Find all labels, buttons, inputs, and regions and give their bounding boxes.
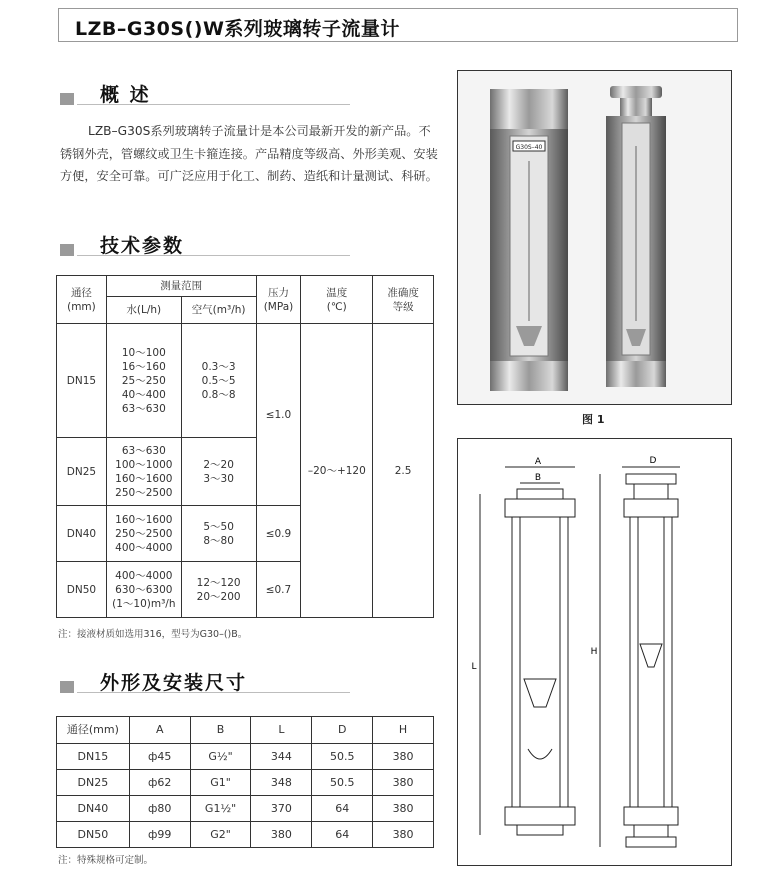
dim-label-a: A: [534, 457, 542, 467]
table-cell-pressure: ≤0.9: [256, 506, 301, 562]
table-cell-accuracy: 2.5: [373, 324, 434, 618]
overview-paragraph: LZB–G30S系列玻璃转子流量计是本公司最新开发的新产品。不锈钢外壳，管螺纹或卫生卡箍连接。产品精度等级高、外形美观、安装方便，安全可靠。可广泛应用于化工、制药、造纸和计量测试、科研。: [60, 124, 438, 183]
ferrule: [620, 98, 652, 116]
dims-cell: 64: [312, 796, 373, 822]
dims-header-bore: 通径(mm): [57, 717, 130, 744]
dims-cell: ф99: [129, 822, 190, 848]
dims-cell: 50.5: [312, 744, 373, 770]
dims-cell: 348: [251, 770, 312, 796]
dim-label-d: D: [649, 456, 657, 466]
table-cell-air: 0.3～3 0.5～5 0.8～8: [181, 324, 256, 438]
dim-label-b: B: [534, 473, 542, 483]
tech-title: 技术参数: [100, 235, 185, 257]
dims-header-l: L: [251, 717, 312, 744]
dims-cell: G1": [190, 770, 251, 796]
table-cell-bore: DN15: [57, 324, 107, 438]
dims-cell: 380: [373, 796, 434, 822]
product-photo: [458, 71, 731, 404]
table-cell-air: 12～120 20～200: [181, 562, 256, 618]
section-marker: [60, 93, 74, 105]
end-cap: [490, 361, 568, 391]
body: [630, 517, 672, 807]
table-cell-bore: DN50: [57, 562, 107, 618]
dims-cell: 50.5: [312, 770, 373, 796]
page-title: LZB–G30S()W系列玻璃转子流量计: [75, 18, 400, 40]
dims-header-h: H: [373, 717, 434, 744]
table-cell-pressure: ≤1.0: [256, 324, 301, 506]
dims-cell: DN50: [57, 822, 130, 848]
dim-label-l: L: [471, 662, 477, 672]
header-temperature: 温度 (℃): [301, 276, 373, 324]
header-range: 测量范围: [106, 276, 256, 297]
body-top: [624, 499, 678, 517]
overview-title: 概 述: [100, 84, 151, 106]
section-marker: [60, 681, 74, 693]
drawing-frame: [457, 438, 732, 866]
table-cell-water: 63～630 100～1000 160～1600 250～2500: [106, 438, 181, 506]
dims-cell: 380: [373, 744, 434, 770]
header-air: 空气(m³/h): [181, 297, 256, 324]
tech-note: 注：接液材质如选用316，型号为G30–()B。: [58, 629, 248, 640]
header-accuracy: 准确度 等级: [373, 276, 434, 324]
cone: [528, 749, 552, 759]
dims-cell: 380: [373, 822, 434, 848]
dims-header-b: B: [190, 717, 251, 744]
dims-cell: DN25: [57, 770, 130, 796]
tube-label-text: G30S–40: [515, 144, 543, 151]
table-cell-pressure: ≤0.7: [256, 562, 301, 618]
dims-cell: ф80: [129, 796, 190, 822]
end-cap: [606, 361, 666, 387]
dim-label-h: H: [590, 647, 598, 657]
clamp-flange: [610, 86, 662, 98]
clamp-top: [626, 474, 676, 484]
table-cell-temperature: –20～+120: [301, 324, 373, 618]
figure-caption: 图 1: [582, 413, 605, 426]
dims-cell: 380: [251, 822, 312, 848]
header-pressure: 压力 (MPa): [256, 276, 301, 324]
table-cell-water: 10～100 16～160 25～250 40～400 63～630: [106, 324, 181, 438]
header-bore: 通径 (mm): [57, 276, 107, 324]
dims-cell: ф45: [129, 744, 190, 770]
table-cell-water: 400～4000 630～6300 (1～10)m³/h: [106, 562, 181, 618]
dims-cell: 64: [312, 822, 373, 848]
body-bottom: [505, 807, 575, 825]
dims-cell: DN15: [57, 744, 130, 770]
dims-title: 外形及安装尺寸: [100, 672, 248, 694]
dims-table: [56, 716, 434, 848]
dims-header-a: A: [129, 717, 190, 744]
dims-cell: 370: [251, 796, 312, 822]
dims-cell: ф62: [129, 770, 190, 796]
dims-cell: 344: [251, 744, 312, 770]
ferrule-bottom: [634, 825, 668, 837]
header-water: 水(L/h): [106, 297, 181, 324]
tech-params-table: [56, 275, 434, 618]
dims-cell: DN40: [57, 796, 130, 822]
dims-cell: G1½": [190, 796, 251, 822]
dims-note: 注：特殊规格可定制。: [58, 855, 154, 866]
float: [524, 679, 556, 707]
clamp-bottom: [626, 837, 676, 847]
dimension-drawing: [458, 439, 731, 865]
thread-top: [517, 489, 563, 499]
ferrule-top: [634, 484, 668, 499]
table-cell-water: 160～1600 250～2500 400～4000: [106, 506, 181, 562]
dims-header-d: D: [312, 717, 373, 744]
float: [640, 644, 662, 667]
dims-cell: G2": [190, 822, 251, 848]
product-photo-frame: [457, 70, 732, 405]
table-cell-air: 2～20 3～30: [181, 438, 256, 506]
table-cell-air: 5～50 8～80: [181, 506, 256, 562]
body-top: [505, 499, 575, 517]
end-cap: [490, 89, 568, 129]
dims-cell: 380: [373, 770, 434, 796]
dims-cell: G½": [190, 744, 251, 770]
table-cell-bore: DN40: [57, 506, 107, 562]
section-marker: [60, 244, 74, 256]
body-bottom: [624, 807, 678, 825]
table-cell-bore: DN25: [57, 438, 107, 506]
thread-bottom: [517, 825, 563, 835]
